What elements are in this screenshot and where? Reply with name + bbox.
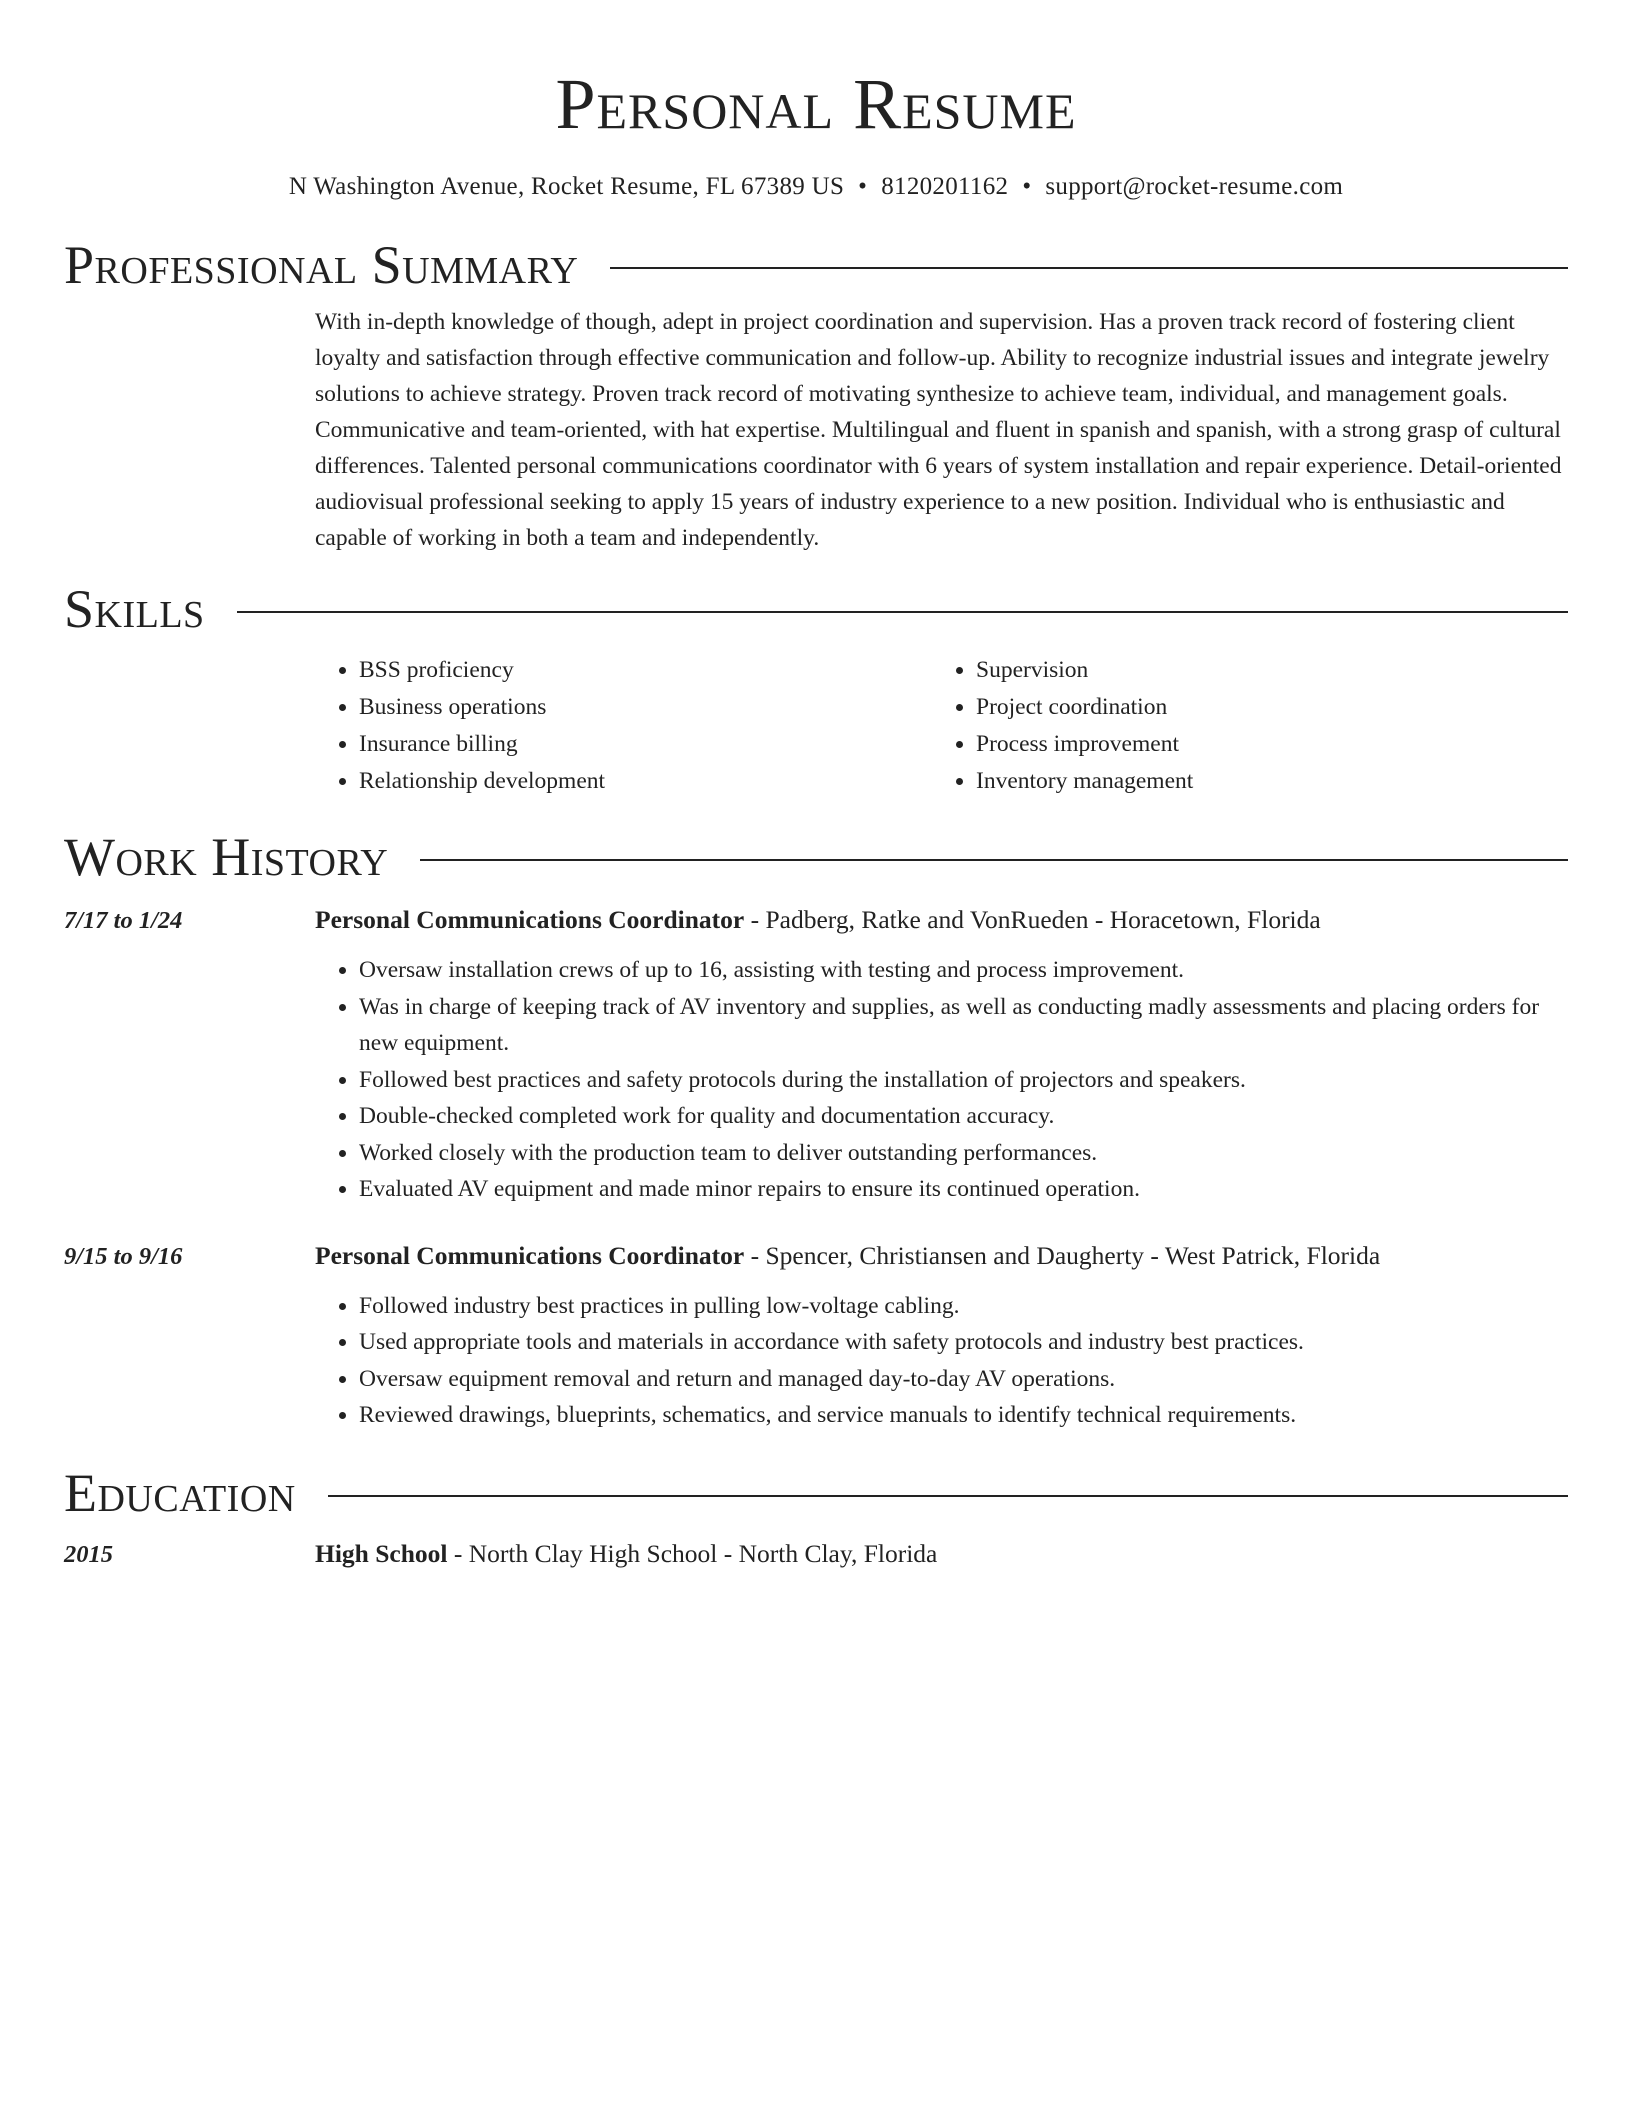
job-employer: - Spencer, Christiansen and Daugherty - West Patrick, Florida [744, 1240, 1381, 1270]
education-school: - North Clay High School - North Clay, Florida [447, 1538, 938, 1568]
job-bullet: • Double-checked completed work for quality and documentation accuracy. [359, 1098, 1568, 1135]
work-section-title: Work History [64, 827, 389, 887]
skills-section-title: Skills [64, 579, 205, 639]
contact-separator: • [1022, 173, 1032, 200]
skill-item: • Process improvement [976, 726, 1549, 763]
resume-name: Personal Resume [555, 64, 1077, 144]
skill-item: • Insurance billing [359, 726, 932, 763]
section-divider [610, 267, 1568, 269]
education-section-title: Education [64, 1462, 296, 1523]
skill-item: • Inventory management [976, 763, 1549, 800]
job-bullet: • Reviewed drawings, blueprints, schematics, and service manuals to identify technical requirements. [359, 1397, 1568, 1434]
job-bullet: • Evaluated AV equipment and made minor repairs to ensure its continued operation. [359, 1171, 1568, 1208]
education-year: 2015 [64, 1540, 113, 1568]
contact-phone: 8120201162 [881, 173, 1009, 200]
work-section-header [64, 824, 1568, 890]
contact-email: support@rocket-resume.com [1045, 173, 1344, 200]
job-bullet: • Used appropriate tools and materials in accordance with safety protocols and industry best practices. [359, 1324, 1568, 1361]
summary-body [315, 304, 1568, 556]
summary-section-title: Professional Summary [64, 235, 579, 295]
job-role: Personal Communications Coordinator [315, 1240, 745, 1270]
job-dates: 9/15 to 9/16 [64, 1242, 183, 1270]
job-dates: 7/17 to 1/24 [64, 907, 183, 934]
job-bullet: • Followed best practices and safety protocols during the installation of projectors and speakers. [359, 1062, 1568, 1099]
job-heading [315, 1238, 1380, 1274]
job-bullet: • Followed industry best practices in pulling low-voltage cabling. [359, 1288, 1568, 1325]
contact-line [64, 170, 1568, 204]
job-employer: - Padberg, Ratke and VonRueden - Horacetown, Florida [744, 905, 1321, 934]
skill-item: • Business operations [359, 689, 932, 726]
skill-item: • Supervision [976, 652, 1549, 689]
summary-section-header [64, 232, 1568, 298]
skills-list [315, 652, 1568, 800]
contact-separator: • [858, 173, 868, 200]
skill-item: • BSS proficiency [359, 652, 932, 689]
job-bullet: • Worked closely with the production team to deliver outstanding performances. [359, 1135, 1568, 1172]
job-role: Personal Communications Coordinator [315, 905, 745, 934]
section-divider [420, 859, 1568, 861]
job-entry [64, 902, 1568, 938]
skills-column-right [932, 652, 1549, 800]
education-entry [64, 1536, 1568, 1572]
skills-column-left [315, 652, 932, 800]
summary-text: With in-depth knowledge of though, adept in project coordination and supervision. Has a proven track record of fostering client loyalty and satisfaction through effective communication and follow-up. Ability to recognize industrial issues and integrate jewelry solutions to achieve strategy. Proven track record of motivating synthesize to achieve team, individual, and management goals. Communicative and team-oriented, with hat expertise. Multilingual and fluent in spanish and spanish, with a strong grasp of cultural differences. Talented personal communications coordinator with 6 years of system installation and repair experience. Detail-oriented audiovisual professional seeking to apply 15 years of industry experience to a new position. Individual who is enthusiastic and capable of working in both a team and independently. [315, 309, 1562, 551]
skill-item: • Project coordination [976, 689, 1549, 726]
job-bullets [315, 1288, 1568, 1434]
education-degree: High School [315, 1538, 448, 1568]
skills-section-header [64, 576, 1568, 642]
education-section-header [64, 1460, 1568, 1526]
section-divider [237, 611, 1568, 613]
job-entry [64, 1238, 1568, 1274]
contact-address: N Washington Avenue, Rocket Resume, FL 67389 US [288, 173, 845, 200]
job-heading [315, 902, 1321, 938]
job-bullet: • Oversaw equipment removal and return and managed day-to-day AV operations. [359, 1361, 1568, 1398]
resume-page [64, 0, 1568, 1572]
section-divider [328, 1495, 1568, 1497]
job-bullet: • Oversaw installation crews of up to 16, assisting with testing and process improvement. [359, 952, 1568, 989]
education-heading [315, 1536, 937, 1572]
job-bullets [315, 952, 1568, 1208]
skill-item: • Relationship development [359, 763, 932, 800]
job-bullet: • Was in charge of keeping track of AV inventory and supplies, as well as conducting madly assessments and placing orders for new equipment. [359, 989, 1568, 1062]
